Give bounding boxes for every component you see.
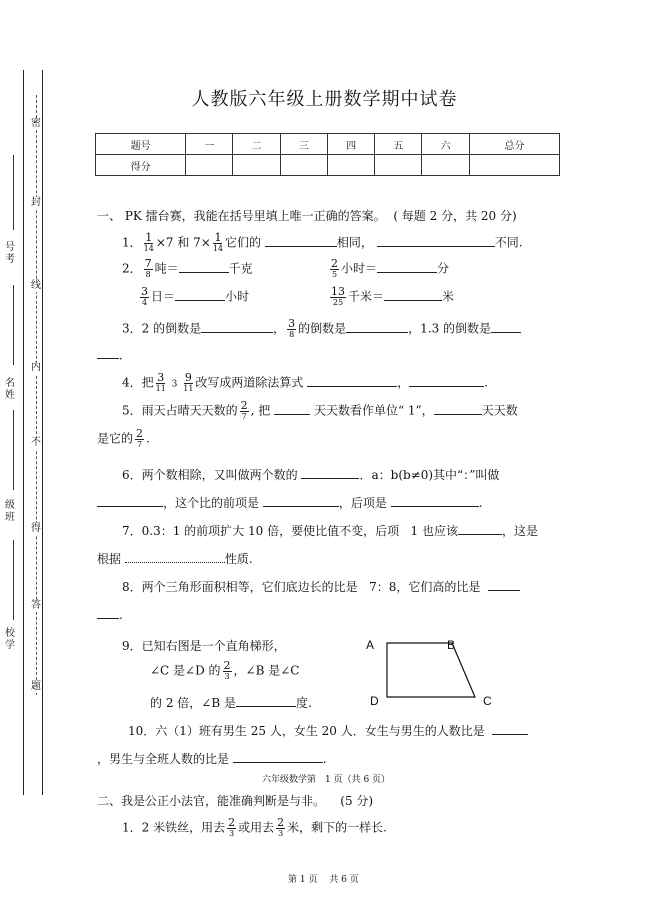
seal-char: 封 [31, 197, 41, 208]
question-1-8-cont: . [97, 606, 123, 623]
section1-heading: 一、 PK 擂台赛，我能在括号里填上唯一正确的答案。 ( 每题 2 分，共 20 分) [97, 209, 517, 223]
answer-blank[interactable] [97, 346, 119, 359]
bottom-page-footer: 第 1 页 共 6 页 [288, 875, 359, 885]
fraction: $\frac{9}{11}$ [183, 371, 194, 393]
name-line [13, 285, 14, 365]
section2-heading: 二、我是公正小法官，能准确判断是与非。 (5 分) [97, 794, 374, 808]
question-1-3-cont: ． [97, 346, 131, 363]
score-cell[interactable] [375, 155, 422, 176]
seal-char: 得 [31, 523, 41, 534]
answer-blank[interactable] [301, 466, 359, 479]
answer-blank[interactable] [409, 374, 484, 387]
score-cell[interactable] [469, 155, 559, 176]
question-1-10-cont: ，男生与全班人数的比是 . [97, 752, 327, 766]
fraction: $\frac{3}{4}$ [141, 285, 148, 307]
answer-blank[interactable] [263, 494, 339, 507]
right-trapezoid-figure [360, 630, 500, 715]
score-table-header-cell: 五 [375, 134, 422, 155]
vertex-label-c: C [483, 694, 492, 708]
page-footer: 六年级数学第 1 页（共 6 页） [262, 775, 391, 785]
score-table-header-cell: 三 [280, 134, 327, 155]
answer-blank[interactable] [97, 494, 163, 507]
seal-char: 线 [31, 280, 41, 291]
answer-blank[interactable] [346, 320, 408, 333]
score-cell[interactable] [233, 155, 280, 176]
score-cell[interactable] [422, 155, 469, 176]
answer-blank[interactable] [391, 494, 479, 507]
seal-char: 题 [31, 681, 41, 692]
section2-points: (5 分) [340, 794, 374, 808]
fraction: $\frac{3}{8}$ [288, 317, 296, 339]
answer-blank[interactable] [274, 402, 310, 415]
answer-blank[interactable] [236, 694, 296, 707]
answer-blank[interactable] [491, 320, 521, 333]
question-1-2d: $\frac{13}{25}$ 千米＝ 米 [331, 285, 455, 307]
name-label: 名姓 [5, 378, 15, 401]
score-table-score-row [96, 155, 560, 176]
score-table-header-cell: 四 [327, 134, 374, 155]
question-1-5-cont: 是它的 $\frac{2}{7}$ . [97, 427, 150, 449]
question-1-1: 1． $\frac{1}{14}$ ×7 和 7× $\frac{1}{14}$ 它们的 相同， 不同. [122, 231, 523, 253]
answer-blank[interactable] [377, 260, 437, 273]
question-1-2b: $\frac{2}{5}$ 小时＝ 分 [331, 257, 450, 279]
score-table-header-cell: 总分 [469, 134, 559, 155]
section1-points: ( 每题 2 分，共 20 分) [393, 209, 517, 223]
fraction: $\frac{1}{14}$ [143, 231, 154, 253]
margin-outer-line [23, 70, 24, 795]
answer-blank[interactable] [384, 288, 442, 301]
question-1-9b: ∠C 是∠D 的 $\frac{2}{3}$ ，∠B 是∠C [150, 659, 300, 681]
class-label: 级班 [5, 500, 15, 523]
school-label: 校学 [5, 628, 15, 651]
fraction: $\frac{2}{7}$ [240, 399, 248, 421]
answer-blank[interactable] [458, 522, 502, 535]
score-row-label: 得分 [96, 155, 186, 176]
score-cell[interactable] [280, 155, 327, 176]
answer-blank[interactable] [125, 550, 225, 563]
answer-blank[interactable] [434, 402, 482, 415]
question-1-8: 8．两个三角形面积相等，它们底边长的比是 7：8，它们高的比是 [122, 578, 520, 595]
page-title: 人教版六年级上册数学期中试卷 [191, 89, 458, 110]
question-1-2c: $\frac{3}{4}$ 日＝ 小时 [141, 285, 250, 307]
fraction: $\frac{2}{3}$ [277, 816, 285, 838]
answer-blank[interactable] [97, 606, 119, 619]
answer-blank[interactable] [265, 234, 337, 247]
question-1-7-cont: 根据 性质. [97, 552, 253, 566]
question-1-6: 6．两个数相除，又叫做两个数的 ．a：b(b≠0)其中“：”叫做 [122, 468, 500, 482]
score-cell[interactable] [327, 155, 374, 176]
question-1-4: 4．把 $\frac{3}{11}$ 3 $\frac{9}{11}$ 改写成两道除法算式 ， . [122, 371, 489, 393]
question-1-10: 10．六（1）班有男生 25 人，女生 20 人．女生与男生的人数比是 [128, 722, 528, 739]
fraction: $\frac{13}{25}$ [331, 285, 345, 307]
fraction: $\frac{1}{14}$ [212, 231, 224, 253]
score-table-header-row [96, 134, 560, 155]
answer-blank[interactable] [233, 750, 323, 763]
seal-char: 内 [31, 362, 41, 373]
question-1-7: 7．0.3：1 的前项扩大 10 倍，要使比值不变，后项 1 也应该 ，这是 [122, 524, 538, 538]
vertex-label-d: D [370, 694, 379, 708]
fraction: $\frac{2}{7}$ [136, 427, 144, 449]
exam-number-line [13, 155, 14, 230]
answer-blank[interactable] [488, 578, 520, 591]
class-line [13, 410, 14, 490]
question-1-9c: 的 2 倍，∠B 是 度. [150, 696, 312, 710]
score-table-header-cell: 六 [422, 134, 469, 155]
answer-blank[interactable] [492, 722, 528, 735]
score-cell[interactable] [186, 155, 233, 176]
score-table-header-cell: 题号 [96, 134, 186, 155]
answer-blank[interactable] [201, 320, 273, 333]
answer-blank[interactable] [175, 288, 225, 301]
vertex-label-a: A [366, 638, 375, 652]
seal-char: 密 [31, 118, 41, 129]
seal-char: 不 [31, 437, 41, 448]
seal-char: 答 [31, 600, 41, 611]
fraction: $\frac{3}{11}$ [155, 371, 166, 393]
score-table-header-cell: 一 [186, 134, 233, 155]
question-1-2: 2． $\frac{7}{8}$ 吨＝ 千克 [122, 257, 253, 279]
fraction: $\frac{7}{8}$ [144, 257, 152, 279]
score-table [95, 133, 560, 176]
fraction: $\frac{2}{3}$ [228, 816, 236, 838]
school-line [13, 540, 14, 620]
score-table-header-cell: 二 [233, 134, 280, 155]
vertex-label-b: B [447, 638, 456, 652]
answer-blank[interactable] [307, 374, 397, 387]
question-1-9: 9．已知右图是一个直角梯形， [122, 639, 286, 653]
exam-number-label: 号考 [5, 242, 15, 265]
question-1-3: 3．2 的倒数是 ， $\frac{3}{8}$ 的倒数是 ，1.3 的倒数是 [122, 318, 521, 340]
question-1-6-cont: ，这个比的前项是 ，后项是 . [97, 494, 483, 511]
fraction: $\frac{2}{3}$ [223, 659, 231, 681]
fraction: $\frac{2}{5}$ [331, 257, 338, 279]
answer-blank[interactable] [377, 234, 495, 247]
answer-blank[interactable] [179, 260, 229, 273]
question-2-1: 1．2 米铁丝，用去 $\frac{2}{3}$ 或用去 $\frac{2}{3}$ 米，剩下的一样长. [122, 816, 387, 838]
margin-inner-line [42, 70, 43, 795]
question-1-5: 5．雨天占晴天天数的 $\frac{2}{7}$ , 把 天天数看作单位“ 1”， 天天数 [122, 399, 518, 421]
